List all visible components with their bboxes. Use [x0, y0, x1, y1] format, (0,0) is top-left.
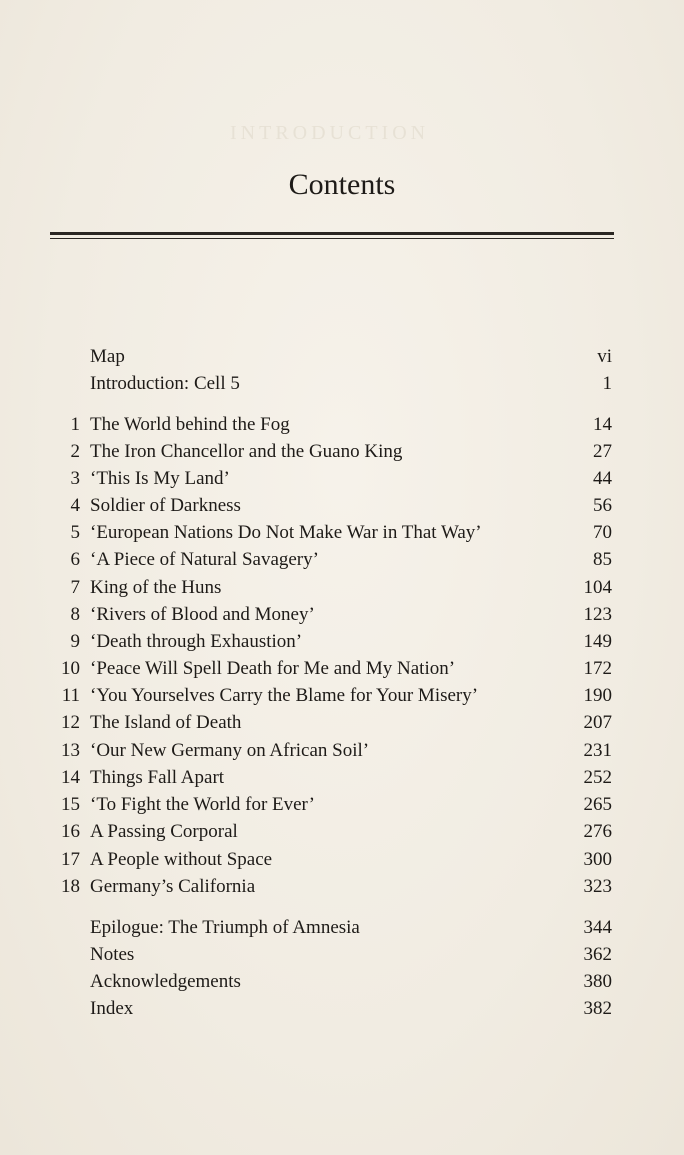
page-number: 300 [583, 849, 612, 870]
toc-entry [0, 818, 684, 845]
page-number: 104 [583, 577, 612, 598]
chapter-number: 4 [70, 495, 80, 516]
page-number: 27 [593, 441, 612, 462]
page-number: 1 [602, 373, 612, 394]
chapter-number: 8 [70, 604, 80, 625]
toc-entry [0, 873, 684, 900]
toc-entry [0, 968, 684, 995]
chapter-number: 5 [70, 522, 80, 543]
chapter-number: 3 [70, 468, 80, 489]
page-number: 380 [583, 971, 612, 992]
entry-title: Epilogue: The Triumph of Amnesia [90, 917, 360, 938]
toc-entry [0, 995, 684, 1022]
entry-title: ‘This Is My Land’ [90, 468, 230, 489]
entry-title: Soldier of Darkness [90, 495, 241, 516]
toc-entry [0, 941, 684, 968]
title-rule-thin [50, 238, 614, 239]
toc-entry [0, 574, 684, 601]
entry-title: A Passing Corporal [90, 821, 238, 842]
page-number: 56 [593, 495, 612, 516]
toc-entry [0, 914, 684, 941]
chapter-number: 18 [61, 876, 80, 897]
toc-entry [0, 709, 684, 736]
chapter-number: 11 [61, 685, 80, 706]
toc-entry [0, 546, 684, 573]
chapter-number: 10 [61, 658, 80, 679]
page-number: 85 [593, 549, 612, 570]
toc-entry [0, 846, 684, 873]
entry-title: The Iron Chancellor and the Guano King [90, 441, 403, 462]
chapter-number: 2 [70, 441, 80, 462]
page-number: vi [597, 346, 612, 367]
toc-entry [0, 411, 684, 438]
page-number: 382 [583, 998, 612, 1019]
toc-entry [0, 791, 684, 818]
entry-title: Index [90, 998, 134, 1019]
entry-title: Acknowledgements [90, 971, 241, 992]
entry-title: A People without Space [90, 849, 273, 870]
chapter-number: 9 [70, 631, 80, 652]
entry-title: ‘Rivers of Blood and Money’ [90, 604, 315, 625]
page-number: 70 [593, 522, 612, 543]
toc-entry [0, 737, 684, 764]
entry-title: Notes [90, 944, 135, 965]
entry-title: Germany’s California [90, 876, 256, 897]
chapter-number: 16 [61, 821, 80, 842]
chapter-number: 1 [70, 414, 80, 435]
chapter-number: 12 [61, 712, 80, 733]
entry-title: Things Fall Apart [90, 767, 225, 788]
toc-entry [0, 343, 684, 370]
page-number: 231 [583, 740, 612, 761]
page-number: 149 [583, 631, 612, 652]
entry-title: ‘European Nations Do Not Make War in That Way’ [90, 522, 482, 543]
entry-title: ‘A Piece of Natural Savagery’ [90, 549, 319, 570]
bleed-through-text: INTRODUCTION [230, 122, 430, 144]
entry-title: ‘Peace Will Spell Death for Me and My Nation’ [90, 658, 456, 679]
chapter-number: 13 [61, 740, 80, 761]
page-number: 323 [583, 876, 612, 897]
entry-title: ‘You Yourselves Carry the Blame for Your Misery’ [90, 685, 479, 706]
toc-entry [0, 682, 684, 709]
toc-entry [0, 601, 684, 628]
page-number: 344 [583, 917, 612, 938]
page-number: 14 [593, 414, 612, 435]
entry-title: The Island of Death [90, 712, 242, 733]
page-number: 362 [583, 944, 612, 965]
entry-title: King of the Huns [90, 577, 222, 598]
entry-title: Map [90, 346, 125, 367]
toc-entry [0, 370, 684, 397]
entry-title: ‘To Fight the World for Ever’ [90, 794, 315, 815]
page-number: 207 [583, 712, 612, 733]
title-rule [50, 232, 614, 235]
page-number: 190 [583, 685, 612, 706]
page-title: Contents [288, 168, 396, 201]
chapter-number: 7 [70, 577, 80, 598]
entry-title: The World behind the Fog [90, 414, 290, 435]
toc-entry [0, 492, 684, 519]
page-number: 44 [593, 468, 612, 489]
page-number: 252 [583, 767, 612, 788]
page-number: 123 [583, 604, 612, 625]
toc-entry [0, 764, 684, 791]
chapter-number: 6 [70, 549, 80, 570]
page-number: 172 [583, 658, 612, 679]
entry-title: ‘Death through Exhaustion’ [90, 631, 303, 652]
entry-title: Introduction: Cell 5 [90, 373, 240, 394]
toc-entry [0, 438, 684, 465]
page-number: 265 [583, 794, 612, 815]
toc-entry [0, 655, 684, 682]
toc-entry [0, 465, 684, 492]
toc-entry [0, 628, 684, 655]
entry-title: ‘Our New Germany on African Soil’ [90, 740, 370, 761]
page-number: 276 [583, 821, 612, 842]
toc-entry [0, 519, 684, 546]
chapter-number: 15 [61, 794, 80, 815]
chapter-number: 14 [61, 767, 80, 788]
chapter-number: 17 [61, 849, 80, 870]
